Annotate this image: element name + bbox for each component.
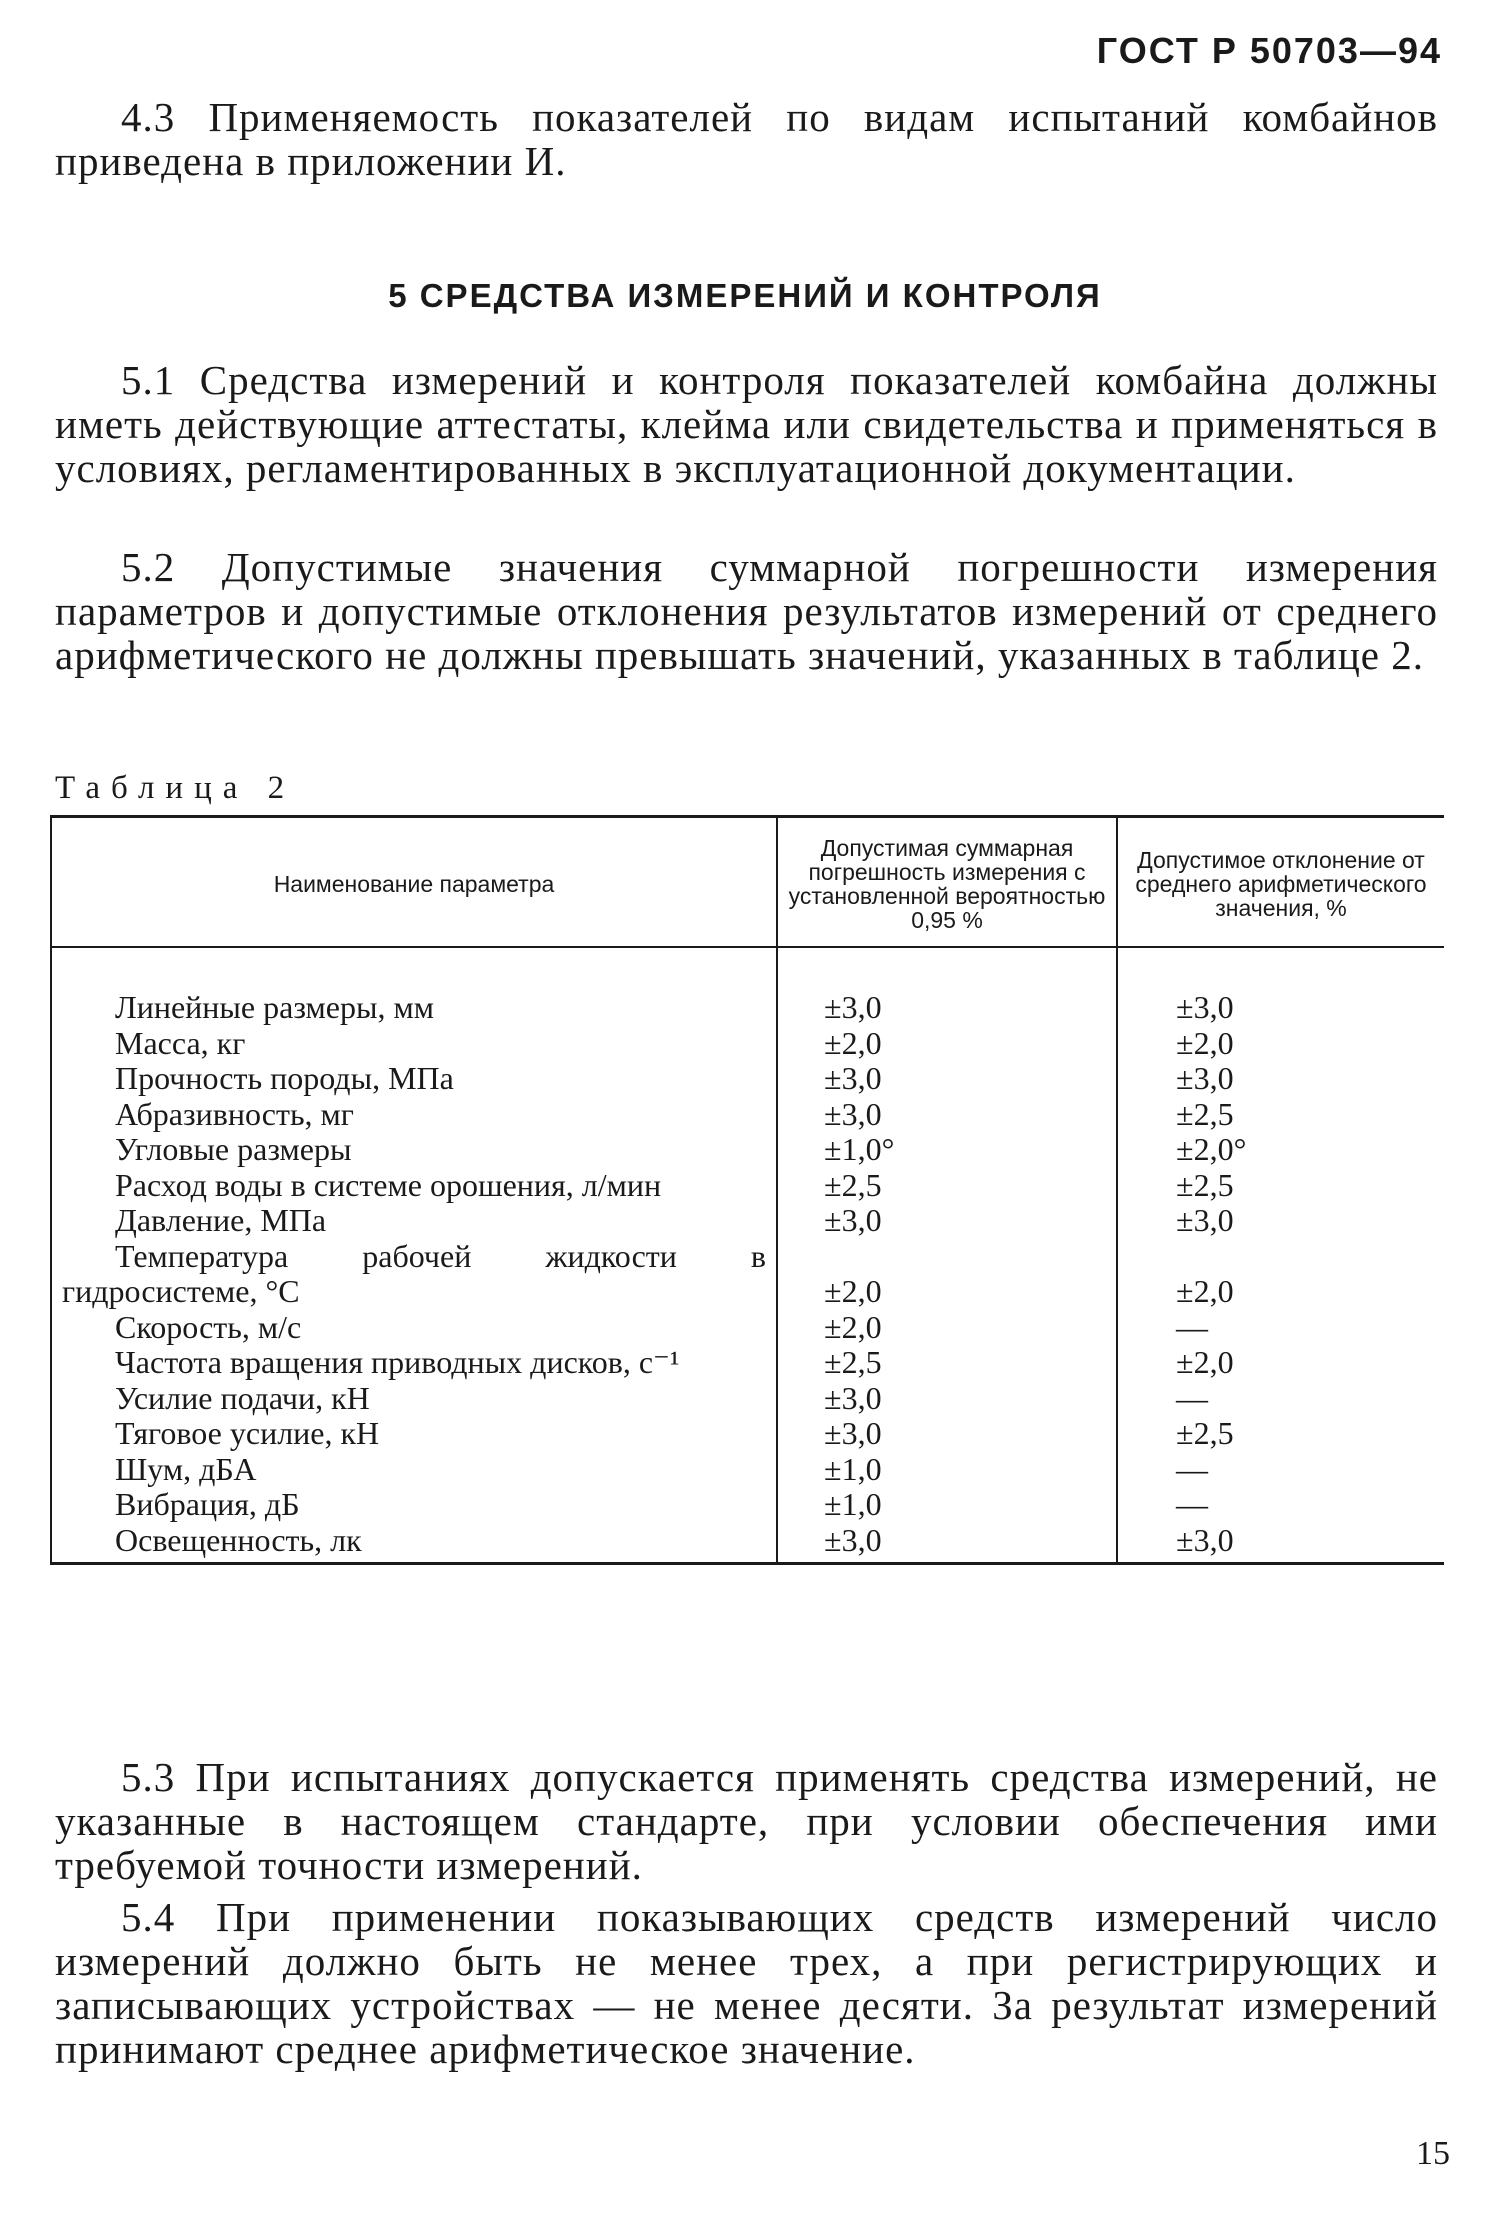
parameter-name: Тяговое усилие, кН [115, 1415, 380, 1451]
deviation-value: ±2,0 [1117, 1026, 1444, 1062]
table-row [51, 1168, 1444, 1204]
table-row [51, 947, 1444, 1026]
total-error-value: ±2,0 [777, 1026, 1117, 1062]
parameter-name: Абразивность, мг [115, 1095, 354, 1132]
parameter-name-cell [51, 1132, 777, 1168]
total-error-value: ±2,0 [777, 1310, 1117, 1346]
total-error-value: ±2,5 [777, 1168, 1117, 1204]
table-row [51, 1487, 1444, 1523]
parameter-name: Температура рабочей жидкости в гидросистеме, °С [62, 1237, 766, 1309]
deviation-value: ±3,0 [1117, 1203, 1444, 1239]
deviation-value: — [1117, 1310, 1444, 1346]
page-number: 15 [1416, 2135, 1450, 2172]
parameter-name-cell [51, 1061, 777, 1097]
total-error-value: ±3,0 [777, 1097, 1117, 1133]
parameter-name: Вибрация, дБ [115, 1486, 300, 1522]
total-error-value: ±1,0 [777, 1487, 1117, 1523]
parameter-name-cell [51, 1381, 777, 1417]
table-row [51, 1239, 1444, 1310]
total-error-value: ±2,5 [777, 1345, 1117, 1381]
parameter-name-cell [51, 1416, 777, 1452]
total-error-value: ±3,0 [777, 1416, 1117, 1452]
document-code: ГОСТ Р 50703—94 [1096, 30, 1442, 71]
header-deviation: Допустимое отклонение от среднего арифметического значения, % [1117, 817, 1444, 948]
parameters-table [50, 815, 1444, 1565]
table-row [51, 1381, 1444, 1417]
paragraph-4-3: 4.3 Применяемость показателей по видам испытаний комбайнов приведена в приложении И. [55, 94, 1438, 184]
parameter-name: Давление, МПа [115, 1202, 327, 1238]
deviation-value: ±3,0 [1117, 1061, 1444, 1097]
parameter-name-cell [51, 1523, 777, 1564]
parameter-name: Линейные размеры, мм [115, 989, 434, 1025]
total-error-value: ±3,0 [777, 947, 1117, 1026]
table-label: Таблица 2 [55, 770, 296, 806]
total-error-value: ±1,0 [777, 1452, 1117, 1488]
parameter-name-cell [51, 1452, 777, 1488]
deviation-value: ±3,0 [1117, 1523, 1444, 1564]
parameter-name-cell [51, 1168, 777, 1204]
parameter-name-cell [51, 947, 777, 1026]
paragraph-5-4: 5.4 При применении показывающих средств измерений число измерений должно быть не менее трех, а при регистрирующих и записывающих устройствах — не менее десяти. За результат измерений принимают среднее арифметическое значение. [55, 1894, 1438, 2072]
parameter-name: Расход воды в системе орошения, л/мин [115, 1166, 662, 1203]
deviation-value: ±2,0 [1117, 1239, 1444, 1310]
deviation-value: ±2,5 [1117, 1097, 1444, 1133]
parameter-name-cell [51, 1203, 777, 1239]
deviation-value: ±2,0 [1117, 1345, 1444, 1381]
table-row [51, 1026, 1444, 1062]
paragraph-5-1: 5.1 Средства измерений и контроля показателей комбайна должны иметь действующие аттестаты, клейма или свидетельства и применяться в условиях, регламентированных в эксплуатационной документации. [55, 357, 1438, 491]
parameter-name: Шум, дБА [115, 1450, 257, 1487]
table-row [51, 1061, 1444, 1097]
header-parameter-name: Наименование параметра [51, 817, 777, 948]
section-title: 5 СРЕДСТВА ИЗМЕРЕНИЙ И КОНТРОЛЯ [388, 277, 1102, 314]
parameter-name-cell [51, 1310, 777, 1346]
paragraph-5-3: 5.3 При испытаниях допускается применять средства измерений, не указанные в настоящем стандарте, при условии обеспечения ими требуемой точности измерений. [55, 1754, 1438, 1888]
parameter-name-cell [51, 1239, 777, 1310]
parameter-name-cell [51, 1345, 777, 1381]
total-error-value: ±3,0 [777, 1203, 1117, 1239]
table-row [51, 1132, 1444, 1168]
parameter-name: Угловые размеры [115, 1131, 352, 1167]
parameter-name: Усилие подачи, кН [115, 1379, 370, 1416]
parameter-name-cell [51, 1026, 777, 1062]
table-row [51, 1416, 1444, 1452]
table-row [51, 1097, 1444, 1133]
parameter-name: Скорость, м/с [115, 1308, 302, 1345]
parameter-name-cell [51, 1097, 777, 1133]
table-row [51, 1452, 1444, 1488]
table-row [51, 1523, 1444, 1564]
parameter-name: Прочность породы, МПа [115, 1060, 454, 1096]
parameter-name: Частота вращения приводных дисков, с⁻¹ [115, 1344, 680, 1380]
deviation-value: — [1117, 1487, 1444, 1523]
total-error-value: ±3,0 [777, 1523, 1117, 1564]
deviation-value: ±2,5 [1117, 1416, 1444, 1452]
deviation-value: ±2,0° [1117, 1132, 1444, 1168]
parameter-name: Масса, кг [115, 1024, 246, 1061]
deviation-value: ±3,0 [1117, 947, 1444, 1026]
total-error-value: ±2,0 [777, 1239, 1117, 1310]
deviation-value: ±2,5 [1117, 1168, 1444, 1204]
table-row [51, 1345, 1444, 1381]
table-body [51, 947, 1444, 1564]
table-row [51, 1203, 1444, 1239]
deviation-value: — [1117, 1452, 1444, 1488]
parameter-name-cell [51, 1487, 777, 1523]
header-total-error: Допустимая суммарная погрешность измерения с установленной вероятностью 0,95 % [777, 817, 1117, 948]
table-row [51, 1310, 1444, 1346]
parameter-name: Освещенность, лк [115, 1521, 362, 1558]
deviation-value: — [1117, 1381, 1444, 1417]
total-error-value: ±3,0 [777, 1061, 1117, 1097]
total-error-value: ±3,0 [777, 1381, 1117, 1417]
total-error-value: ±1,0° [777, 1132, 1117, 1168]
paragraph-5-2: 5.2 Допустимые значения суммарной погрешности измерения параметров и допустимые отклонения результатов измерений от среднего арифметического не должны превышать значений, указанных в таблице 2. [55, 544, 1438, 678]
